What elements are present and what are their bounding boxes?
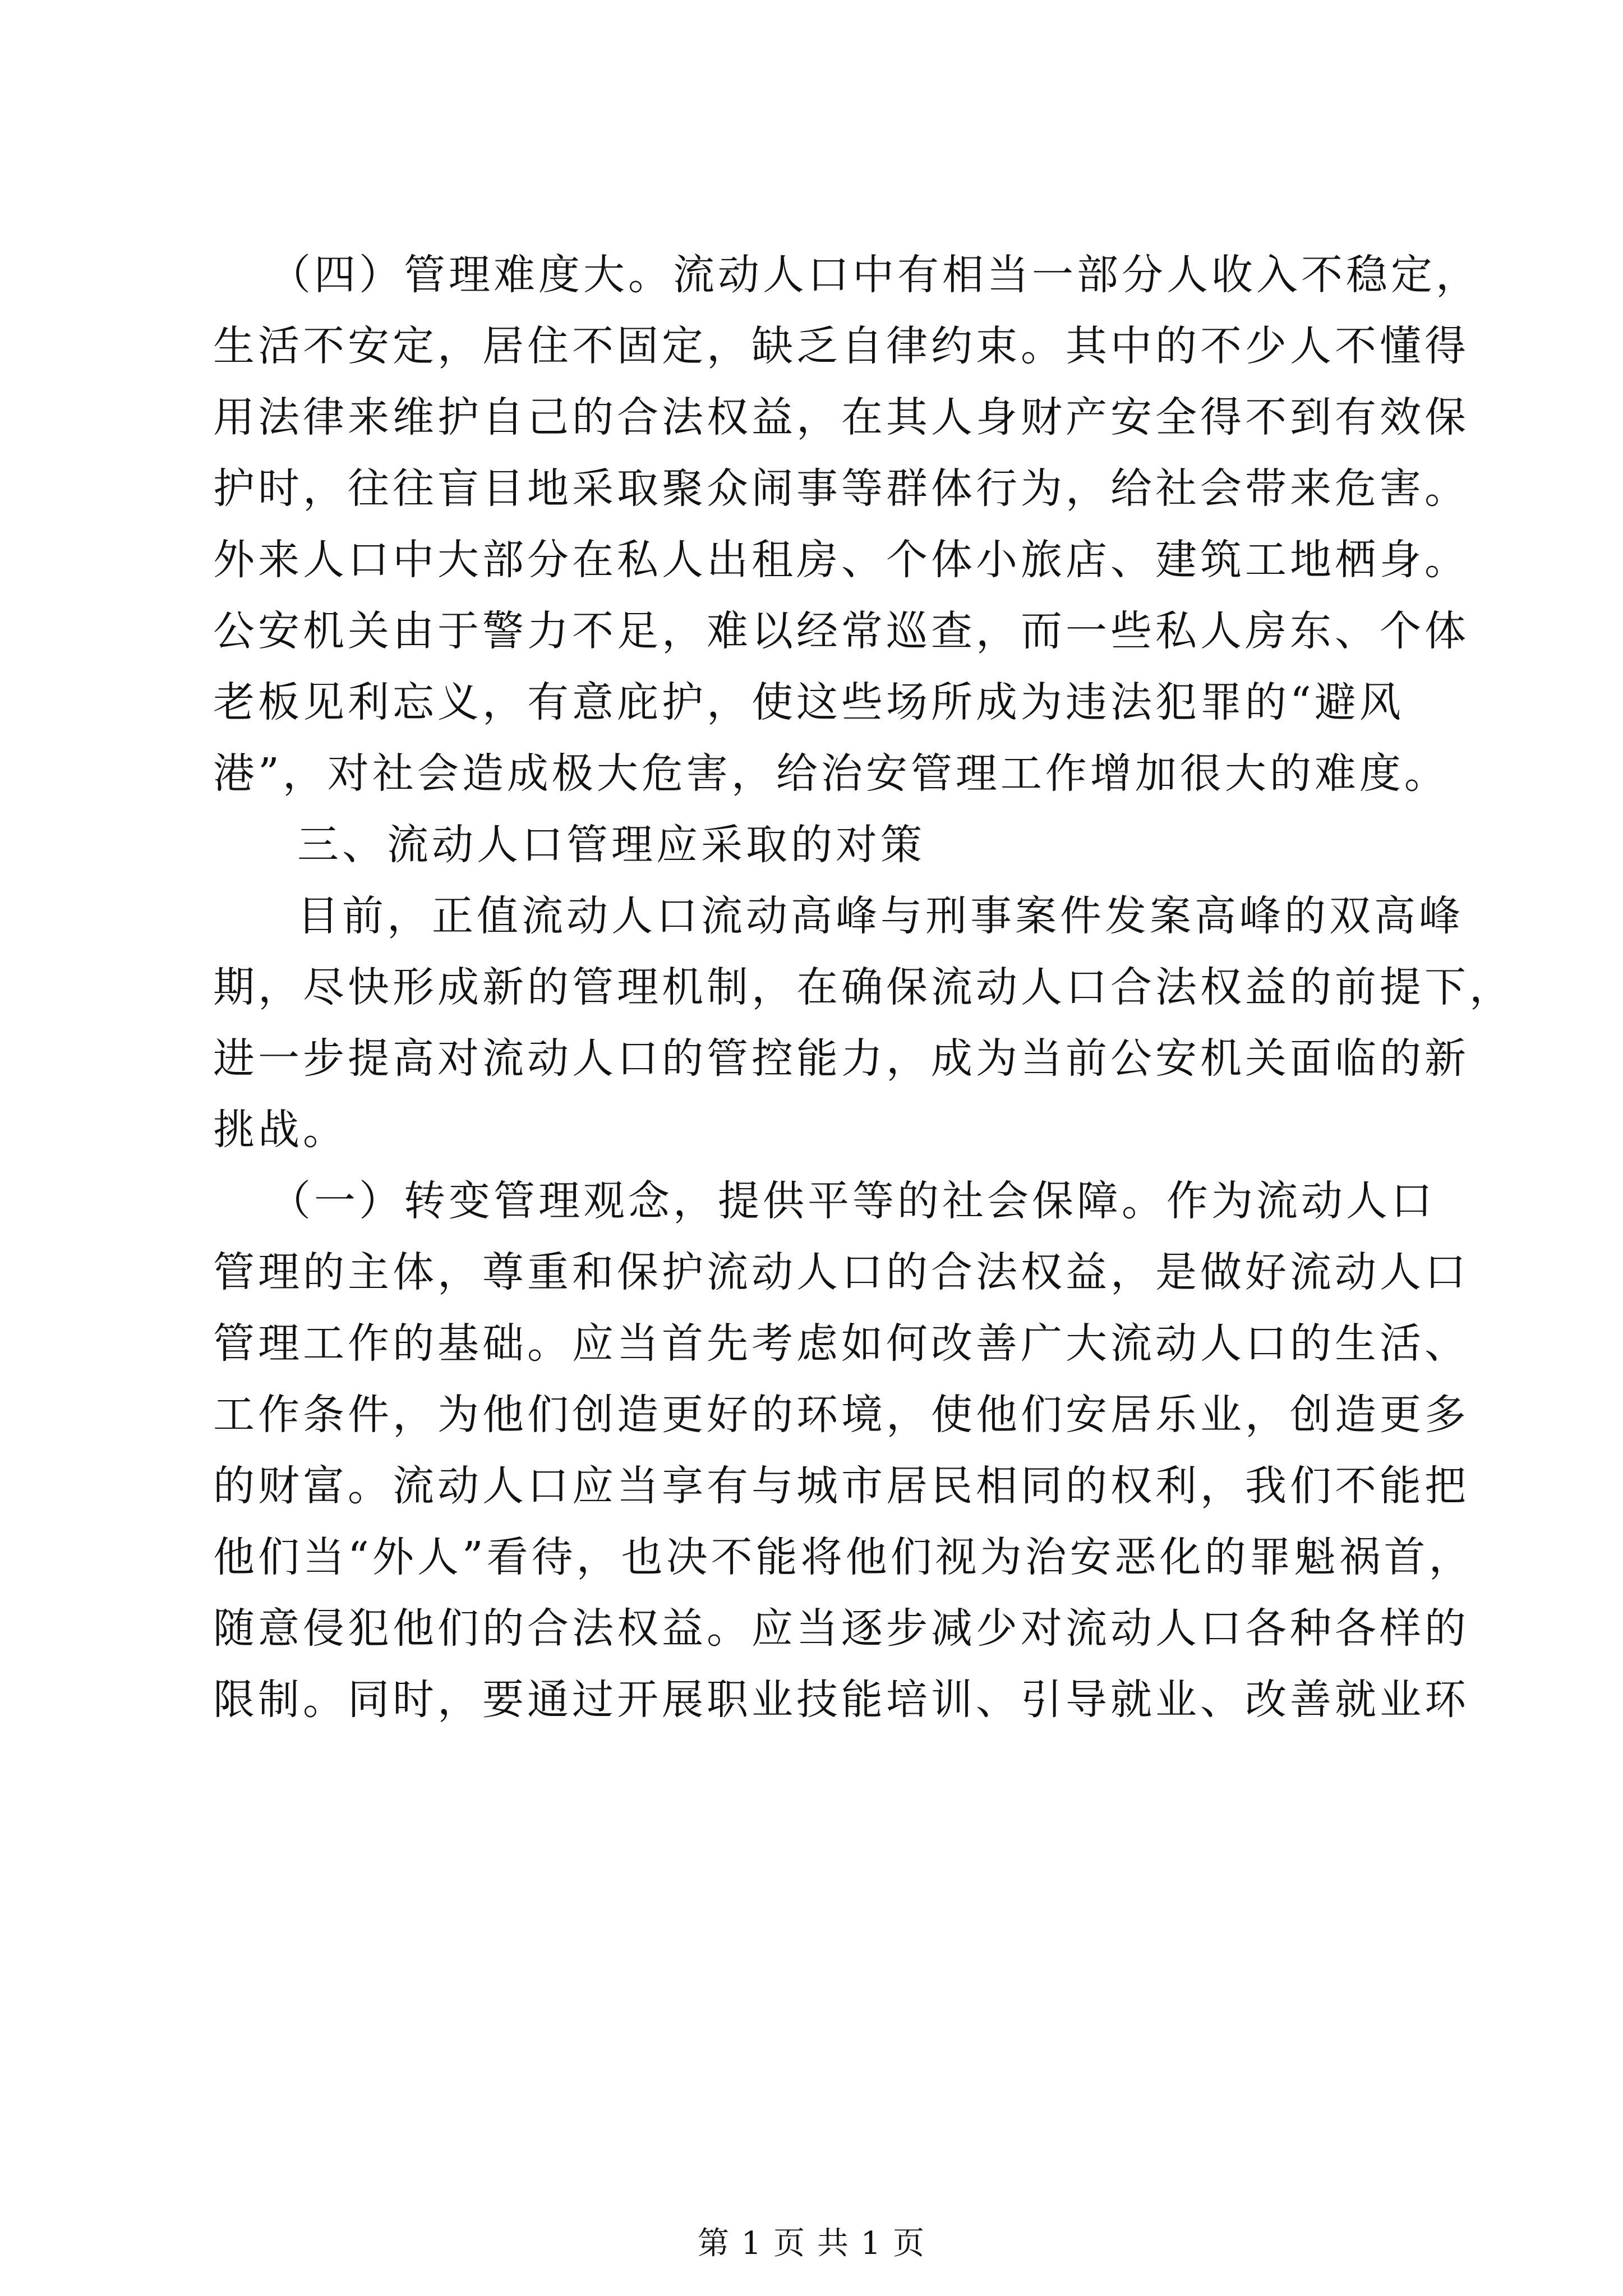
- text-line-3: 用法律来维护自己的合法权益，在其人身财产安全得不到有效保: [213, 393, 1469, 441]
- text-line-16: 管理工作的基础。应当首先考虑如何改善广大流动人口的生活、: [213, 1319, 1469, 1368]
- text-line-1: （四）管理难度大。流动人口中有相当一部分人收入不稳定，: [269, 251, 1481, 299]
- text-line-7: 老板见利忘义，有意庇护，使这些场所成为违法犯罪的“避风: [213, 678, 1404, 726]
- page-footer: 第 1 页 共 1 页: [697, 2225, 926, 2262]
- text-line-21: 限制。同时，要通过开展职业技能培训、引导就业、改善就业环: [213, 1676, 1469, 1724]
- text-line-12: 进一步提高对流动人口的管控能力，成为当前公安机关面临的新: [213, 1034, 1469, 1083]
- text-line-13: 挑战。: [213, 1106, 348, 1154]
- text-line-20: 随意侵犯他们的合法权益。应当逐步减少对流动人口各种各样的: [213, 1604, 1469, 1653]
- text-line-19: 他们当“外人”看待，也决不能将他们视为治安恶化的罪魁祸首，: [213, 1533, 1474, 1581]
- text-line-18: 的财富。流动人口应当享有与城市居民相同的权利，我们不能把: [213, 1462, 1469, 1510]
- text-line-2: 生活不安定，居住不固定，缺乏自律约束。其中的不少人不懂得: [213, 322, 1469, 370]
- text-line-17: 工作条件，为他们创造更好的环境，使他们安居乐业，创造更多: [213, 1391, 1469, 1439]
- text-line-14: （一）转变管理观念，提供平等的社会保障。作为流动人口: [269, 1177, 1436, 1225]
- text-line-15: 管理的主体，尊重和保护流动人口的合法权益，是做好流动人口: [213, 1248, 1469, 1296]
- section-heading: 三、流动人口管理应采取的对策: [297, 821, 925, 869]
- text-line-8: 港”，对社会造成极大危害，给治安管理工作增加很大的难度。: [213, 749, 1449, 798]
- text-line-11: 期，尽快形成新的管理机制，在确保流动人口合法权益的前提下，: [213, 963, 1514, 1011]
- text-line-10: 目前，正值流动人口流动高峰与刑事案件发案高峰的双高峰: [297, 892, 1464, 940]
- text-line-4: 护时，往往盲目地采取聚众闹事等群体行为，给社会带来危害。: [213, 464, 1469, 513]
- text-line-6: 公安机关由于警力不足，难以经常巡查，而一些私人房东、个体: [213, 607, 1469, 655]
- text-line-5: 外来人口中大部分在私人出租房、个体小旅店、建筑工地栖身。: [213, 536, 1469, 584]
